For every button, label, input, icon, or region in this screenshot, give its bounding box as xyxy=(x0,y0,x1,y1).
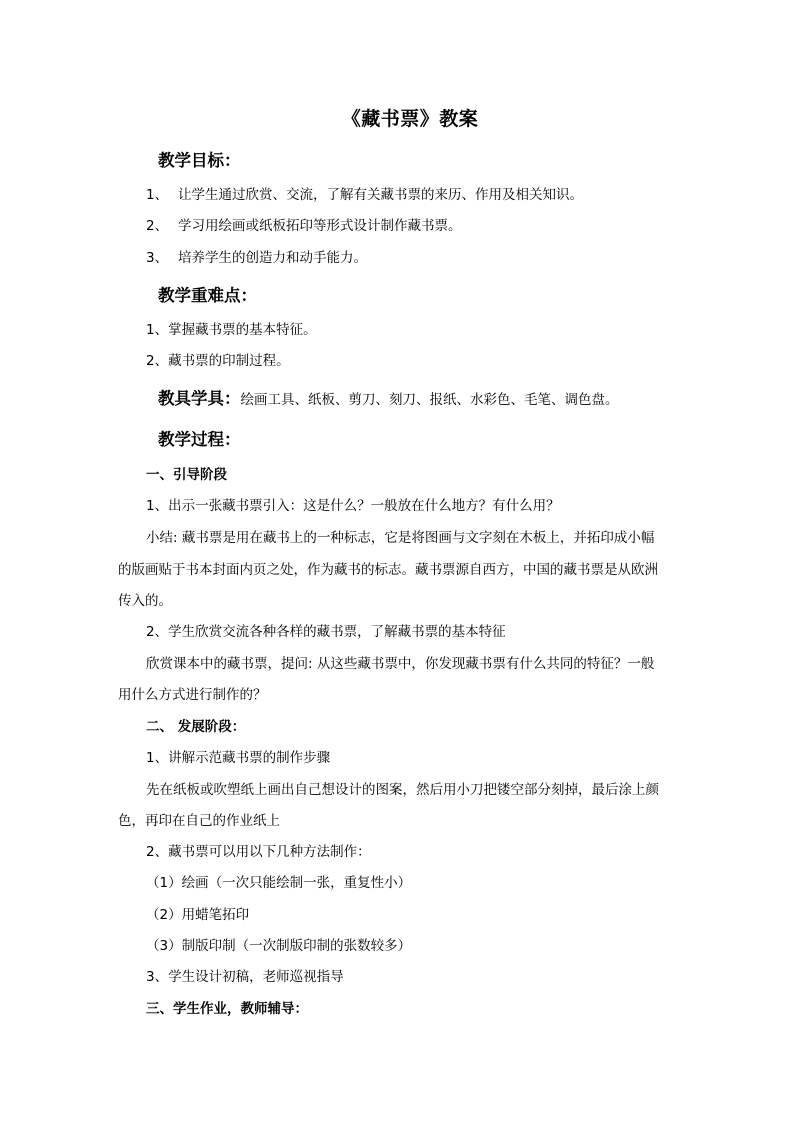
stage1-heading: 一、引导阶段 xyxy=(146,467,227,483)
step1-line-2: 色，再印在自己的作业纸上 xyxy=(118,813,280,829)
key-point-item-2: 2、藏书票的印制过程。 xyxy=(146,353,290,369)
summary-line-1: 小结: 藏书票是用在藏书上的一种标志，它是将图画与文字刻在木板上，并拓印成小幅 xyxy=(146,530,655,546)
stage1-question-2: 2、学生欣赏交流各种各样的藏书票，了解藏书票的基本特征 xyxy=(146,624,506,640)
materials-text: 绘画工具、纸板、剪刀、刻刀、报纸、水彩色、毛笔、调色盘。 xyxy=(240,392,619,408)
summary-line-3: 传入的。 xyxy=(118,593,172,609)
method-item-3: （3）制版印制（一次制版印制的张数较多） xyxy=(146,938,412,954)
summary-line-2: 的版画贴于书本封面内页之处，作为藏书的标志。藏书票源自西方，中国的藏书票是从欧洲 xyxy=(118,562,658,578)
objective-item-2 xyxy=(146,216,462,236)
objective-text: 培养学生的创造力和动手能力。 xyxy=(178,250,367,266)
objective-item-1 xyxy=(146,185,583,205)
stage2-heading: 二、 发展阶段： xyxy=(146,719,246,735)
objective-num: 2、 xyxy=(146,218,169,234)
appreciate-line-2: 用什么方式进行制作的？ xyxy=(118,687,267,703)
key-point-item-1: 1、掌握藏书票的基本特征。 xyxy=(146,322,317,338)
method-item-2: （2）用蜡笔拓印 xyxy=(146,907,250,923)
objective-item-3 xyxy=(146,248,367,268)
stage3-heading: 三、学生作业，教师辅导： xyxy=(146,1001,308,1017)
objectives-heading: 教学目标： xyxy=(158,151,241,170)
appreciate-line-1: 欣赏课本中的藏书票，提问: 从这些藏书票中，你发现藏书票有什么共同的特征？一般 xyxy=(146,656,655,672)
process-heading: 教学过程： xyxy=(158,430,241,449)
materials-heading: 教具学具： xyxy=(158,389,241,408)
step1-line-1: 先在纸板或吹塑纸上画出自己想设计的图案，然后用小刀把镂空部分刻掉，最后涂上颜 xyxy=(146,782,659,798)
objective-num: 1、 xyxy=(146,187,169,203)
objective-text: 让学生通过欣赏、交流，了解有关藏书票的来历、作用及相关知识。 xyxy=(178,187,583,203)
objective-text: 学习用绘画或纸板拓印等形式设计制作藏书票。 xyxy=(178,218,462,234)
stage2-step-1: 1、讲解示范藏书票的制作步骤 xyxy=(146,750,331,766)
objective-num: 3、 xyxy=(146,250,169,266)
document-title: 《藏书票》教案 xyxy=(341,108,479,130)
stage2-step-3: 3、学生设计初稿，老师巡视指导 xyxy=(146,969,344,985)
key-points-heading: 教学重难点： xyxy=(158,286,257,305)
stage1-question-1: 1、出示一张藏书票引入：这是什么？一般放在什么地方？有什么用？ xyxy=(146,498,560,514)
method-item-1: （1）绘画（一次只能绘制一张，重复性小） xyxy=(146,875,412,891)
materials-row xyxy=(158,388,619,411)
stage2-step-2: 2、藏书票可以用以下几种方法制作： xyxy=(146,844,371,860)
